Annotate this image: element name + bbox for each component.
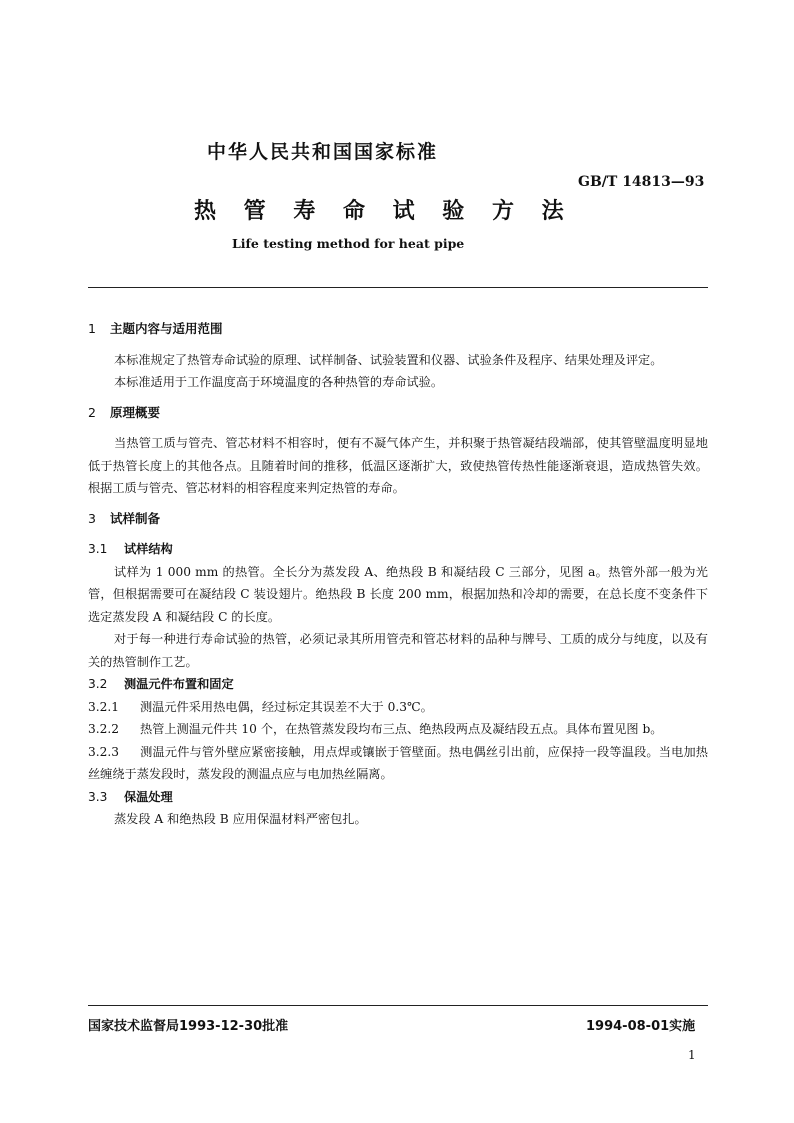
clause-item: 3.2.1 测温元件采用热电偶，经过标定其误差不大于 0.3℃。 xyxy=(88,699,433,714)
national-standard-heading: 中华人民共和国国家标准 xyxy=(207,141,439,163)
subsection-heading: 3.3 保温处理 xyxy=(88,789,173,804)
approval-date: 国家技术监督局1993-12-30批准 xyxy=(88,1019,289,1034)
paragraph: 对于每一种进行寿命试验的热管，必须记录其所用管壳和管芯材料的品种与牌号、工质的成分与纯度，以及有关的热管制作工艺。 xyxy=(88,632,708,669)
document-title-en: Life testing method for heat pipe xyxy=(232,236,465,251)
section-heading: 2 原理概要 xyxy=(88,404,161,420)
document-body xyxy=(88,318,708,831)
page-number: 1 xyxy=(688,1048,696,1062)
footer-divider xyxy=(88,1005,708,1006)
paragraph: 当热管工质与管壳、管芯材料不相容时，便有不凝气体产生，并积聚于热管凝结段端部，使其管壁温度明显地低于热管长度上的其他各点。且随着时间的推移，低温区逐渐扩大，致使热管传热性能逐渐衰退，造成热管失效。根据工质与管壳、管芯材料的相容程度来判定热管的寿命。 xyxy=(88,436,708,495)
clause-item: 3.2.3 测温元件与管外壁应紧密接触，用点焊或镶嵌于管壁面。热电偶丝引出前，应保持一段等温段。当电加热丝缠绕于蒸发段时，蒸发段的测温点应与电加热丝隔离。 xyxy=(88,744,708,781)
clause-item: 3.2.2 热管上测温元件共 10 个，在热管蒸发段均布三点、绝热段两点及凝结段五点。具体布置见图 b。 xyxy=(88,722,663,736)
paragraph: 蒸发段 A 和绝热段 B 应用保温材料严密包扎。 xyxy=(114,812,367,826)
paragraph: 本标准适用于工作温度高于环境温度的各种热管的寿命试验。 xyxy=(114,375,444,389)
paragraph: 本标准规定了热管寿命试验的原理、试样制备、试验装置和仪器、试验条件及程序、结果处理及评定。 xyxy=(114,352,663,367)
section-heading: 1 主题内容与适用范围 xyxy=(88,321,223,336)
subsection-heading: 3.2 测温元件布置和固定 xyxy=(88,677,234,691)
paragraph: 试样为 1 000 mm 的热管。全长分为蒸发段 A、绝热段 B 和凝结段 C 三部分，见图 a。热管外部一般为光管，但根据需要可在凝结段 C 装设翅片。绝热段 B 长度 200 mm，根据加热和冷却的需要，在总长度不变条件下选定蒸发段 A 和凝结段 C 的长度。 xyxy=(88,564,708,624)
implementation-date: 1994-08-01实施 xyxy=(586,1019,696,1034)
standard-number: GB/T 14813—93 xyxy=(578,174,705,190)
document-title-cn: 热 管 寿 命 试 验 方 法 xyxy=(194,199,574,224)
header-divider xyxy=(88,287,708,288)
section-heading: 3 试样制备 xyxy=(88,510,161,526)
subsection-heading: 3.1 试样结构 xyxy=(88,542,173,556)
